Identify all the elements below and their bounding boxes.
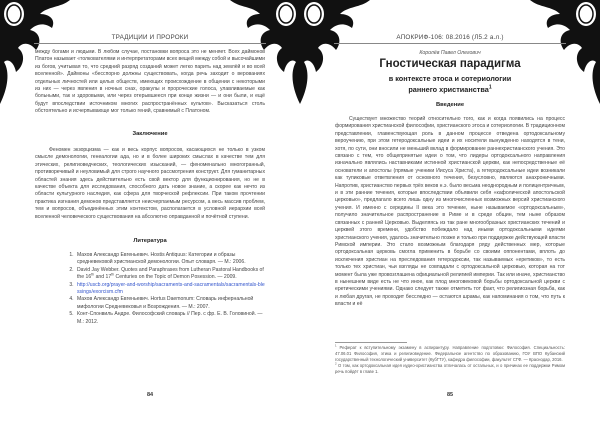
footnotes xyxy=(335,345,565,375)
reference-item: 1. Махов Александр Евгеньевич. Hostis Antiquus: Категории и образы средневековой христианской демонологии. Опыт словаря. — М.: 2006. xyxy=(75,252,265,267)
reference-text: David Jay Webber. Quotes and Paraphrases from Lutheran Pastoral Handbooks of the 16 xyxy=(77,266,264,281)
footnote-mark: 2 xyxy=(335,361,337,366)
footnote xyxy=(335,345,565,363)
reference-item: 5. Конт-Спонвиль Андре. Философский словарь // Пер. с фр. Е. В. Головиной. — М.: 2012. xyxy=(75,311,265,326)
reference-text: Centuries on the Topic of Demon Posession. — 2009. xyxy=(114,274,237,281)
article-subtitle-line2 xyxy=(300,85,600,94)
reference-link[interactable]: http://uscb.org/prayer-and-worship/sacraments-and-sacramentals/sacramentals-blessings/exorcism.cfm xyxy=(77,281,265,296)
footnote-text: О том, как ортодоксальная идея иудео-христианства отличалась от остальных, и о причинах ее поддержки Римом речь пойдёт в главе 1. xyxy=(335,363,565,374)
footnote-mark: 1 xyxy=(335,343,337,348)
reference-item xyxy=(75,282,265,297)
footnote-mark: 1 xyxy=(488,84,492,91)
superscript: th xyxy=(111,272,115,277)
conclusion-heading: Заключение xyxy=(132,131,168,137)
footnote-text: Реферат к вступительному экзамену в аспирантуру. Направление подготовки: Философия. Специальность: 47.06.01 Философия, этика и религиоведение. Федеральное агентство по образованию, ГОУ ВПО Кубанский государственный технологический университет (КубГТУ), кафедра философии, факультет СГФ. — Краснодар, 2016. xyxy=(335,345,565,362)
header-divider xyxy=(34,43,266,44)
conclusion-paragraph xyxy=(35,147,265,229)
paragraph-text: Существует множество теорий относительно того, как и когда появились на процесс формирования христианской философии, христианского этоса и сотериологии. В традиционном представлении, главенствующая роль в данном процессе отведена ортодоксальному вероучению, при этом гетеродоксальные идеи и их носители вынужденно находятся в тени, хотя, по сути, они вносили не меньший вклад в формирование раннехристианского учения. Это связано с тем, что общепринятые идеи о том, что лидеры ортодоксального направления изначально являлись наставниками истинной христианской церкви, как непосредственные её основатели и апостолы (прямые ученики Иисуса Христа), а гетеродоксальные идеи возникали как тупиковые ответвления от основного течения, безусловно, являются анахроничными. Напротив, христианство первых трёх веков н.э. было весьма неоднородным и полицентричным, и в эти ранние течения, которые впоследствии объявили себя «кафолической апостольской церковью», предлагало всего лишь одну из многочисленных возможных версий христианского учения. И именно с середины II века это течение, ныне называемое «ортодоксальным», получило значительное распространение в Риме и в среде общин, тем ныне образом связанных с ранней Церковью. Выделяясь из так ране многообразных христианских течений и церквей этого времени, удобство побеждало над иными ортодоксальными идеями христианского учения, удалось значительно позже и только при поддержке действующей власти Римской империи. Это стало возможным благодаря ряду действенных мер, которые ортодоксальная церковь смогла применить в борьбе со своими оппонентами, вплоть до исключения христиан на преследования гетеродоксии, так называемых «еретиков», то есть только тех христиан, чьи взгляды не совпадали с ортодоксальной церковью, которая на тот момент была уже провозглашена официальной религией империи. Так или иначе, христианство в нынешнем виде есть не что иное, как плод многовековой борьбы ортодоксальной церкви с еретическими учениями. Однако следует также отметить тот факт, что религиозная борьба, как и любая другая, не проходит бесследно — остаются шрамы, как напоминания о том, что путь к власти и её xyxy=(335,116,565,308)
reference-text: and 17 xyxy=(94,274,112,281)
paragraph-text: Феномен экзорцизма — как и весь корпус вопросов, касающихся не только в узком смысле демонологии, генеалогии ада, но и в более широких смыслах в качестве тем для этических, религиоведческих, теологических изысканий, — феноменально многогранный, противоречивый и неуловимый для строго научного рассмотрения конструкт. Для гуманитарных областей знания здесь действительно есть свой вектор для функционирования, но не в качестве объекта для исследования, способного дать новое знание, а скорее как нечто из области культурного наследия, как сфера для творческой рефлексии. При таком прочтении практика изгнания демонов представляется неисчерпаемым ресурсом, а весь массив проблем, тем и вопросов, объединённых этим контекстом, располагается в условной иерархии всей вселенной человеческого существования на абсолютно оправданной и почётной ступени. xyxy=(35,147,265,220)
page-number: 85 xyxy=(446,392,454,398)
paragraph-text: между богами и людьми. В любом случае, постановки вопроса это не меняет. Всех даймонов Платон называет «толкователями и интерпретаторами всех вещей между собой и высочайшими из богов, учитывая то, что средний разряд созданий может легко парить над землёй и во всей вселенной». Даймоны «бесспорно должны существовать, когда речь заходит о верованиях отдельных личностей или целых обществ, имеющих происхождение в общении с некоторыми из них — через явления в ночных снах, оракулы и пророческие голоса, улавливаемые как больными, так и здоровыми, или через отерывшееся при конце жизни — и они были, и ещё будут впоследствии источником многих распространённых культов». Высказаться столь обстоятельно и исчерпывающе мог только гений, сравнимый с Платоном. xyxy=(35,49,265,115)
article-title: Гностическая парадигма xyxy=(379,58,521,70)
running-head: АПОКРИФ-106: 08.2016 (Л5.2 а.л.) xyxy=(396,34,504,41)
page-number: 84 xyxy=(146,392,154,398)
subtitle-text: раннего христианства xyxy=(408,85,489,94)
introduction-heading: Введение xyxy=(435,102,465,108)
article-author: Королёв Павел Олегович xyxy=(419,50,481,56)
footnote xyxy=(335,363,565,375)
reference-item: 4. Махов Александр Евгеньевич. Hortus Daemonum: Словарь инфернальной мифологии Средневековья и Возрождения. — М.: 2007. xyxy=(75,296,265,311)
body-paragraph xyxy=(335,116,565,338)
intro-paragraph xyxy=(35,49,265,124)
article-subtitle-line1: в контексте этоса и сотериологии xyxy=(388,74,512,83)
literature-heading: Литература xyxy=(133,238,167,244)
header-divider xyxy=(334,43,566,44)
right-page xyxy=(300,0,600,424)
superscript: th xyxy=(91,272,95,277)
reference-list xyxy=(35,252,265,326)
footnote-divider xyxy=(335,342,407,343)
reference-item xyxy=(75,267,265,282)
running-head: ТРАДИЦИИ И ПРОРОКИ xyxy=(111,34,189,41)
